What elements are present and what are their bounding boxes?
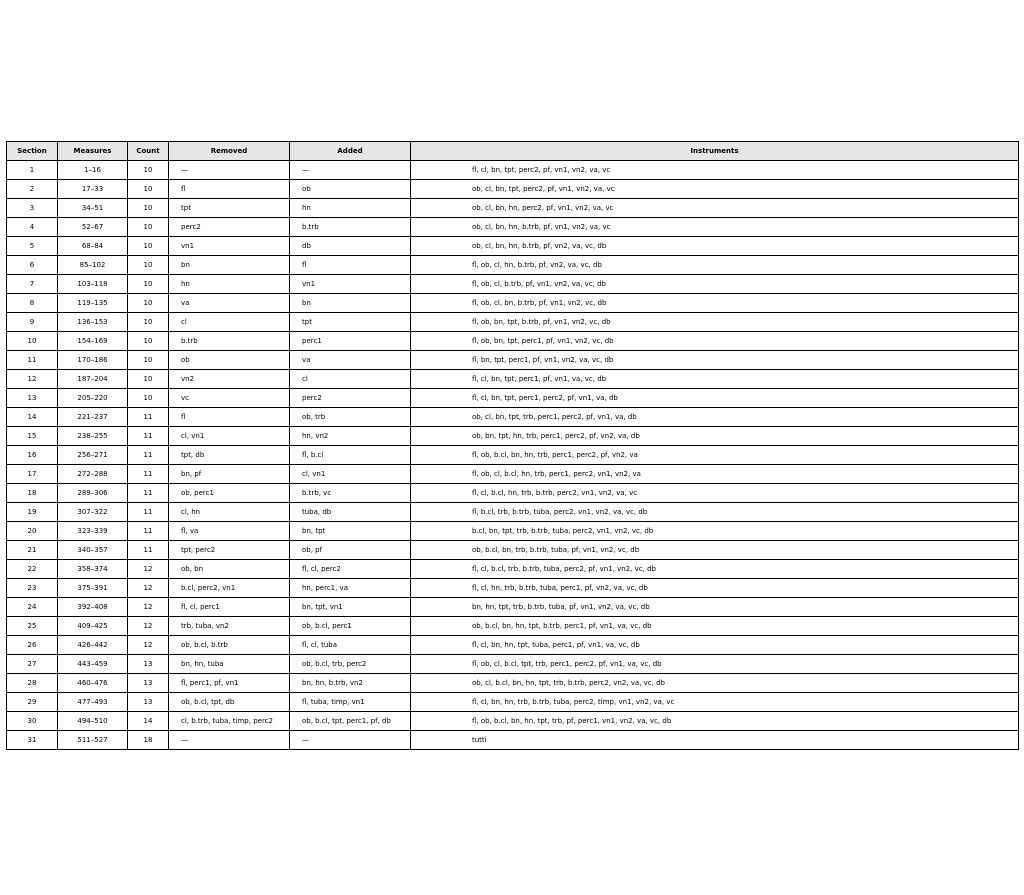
cell-section: 27	[7, 655, 58, 674]
cell-added: fl, tuba, timp, vn1	[290, 693, 411, 712]
cell-count: 11	[128, 522, 169, 541]
cell-removed: —	[169, 161, 290, 180]
table-row	[7, 598, 1019, 617]
cell-count: 10	[128, 161, 169, 180]
cell-measures: 392–408	[58, 598, 128, 617]
cell-measures: 307–322	[58, 503, 128, 522]
cell-removed: bn, hn, tuba	[169, 655, 290, 674]
cell-instruments: fl, cl, bn, tpt, perc2, pf, vn1, vn2, va, vc	[411, 161, 1019, 180]
cell-added: fl, cl, perc2	[290, 560, 411, 579]
cell-count: 12	[128, 617, 169, 636]
cell-instruments: fl, ob, cl, hn, b.trb, pf, vn2, va, vc, db	[411, 256, 1019, 275]
cell-removed: cl	[169, 313, 290, 332]
cell-removed: tpt, perc2	[169, 541, 290, 560]
cell-removed: vn1	[169, 237, 290, 256]
table-row	[7, 332, 1019, 351]
cell-count: 13	[128, 655, 169, 674]
cell-measures: 85–102	[58, 256, 128, 275]
cell-measures: 221–237	[58, 408, 128, 427]
cell-measures: 272–288	[58, 465, 128, 484]
cell-section: 17	[7, 465, 58, 484]
table-row	[7, 731, 1019, 750]
cell-count: 10	[128, 351, 169, 370]
cell-removed: va	[169, 294, 290, 313]
cell-section: 6	[7, 256, 58, 275]
cell-section: 10	[7, 332, 58, 351]
cell-added: tuba, db	[290, 503, 411, 522]
table-row	[7, 313, 1019, 332]
cell-removed: cl, vn1	[169, 427, 290, 446]
header-row	[7, 142, 1019, 161]
cell-measures: 358–374	[58, 560, 128, 579]
cell-added: perc2	[290, 389, 411, 408]
cell-instruments: ob, cl, bn, tpt, perc2, pf, vn1, vn2, va, vc	[411, 180, 1019, 199]
table-row	[7, 522, 1019, 541]
cell-section: 7	[7, 275, 58, 294]
cell-instruments: ob, cl, bn, tpt, trb, perc1, perc2, pf, vn1, va, db	[411, 408, 1019, 427]
table-row	[7, 218, 1019, 237]
cell-added: cl, vn1	[290, 465, 411, 484]
cell-added: ob	[290, 180, 411, 199]
cell-measures: 426–442	[58, 636, 128, 655]
table-row	[7, 199, 1019, 218]
cell-count: 10	[128, 332, 169, 351]
cell-measures: 136–153	[58, 313, 128, 332]
cell-removed: tpt	[169, 199, 290, 218]
cell-count: 10	[128, 199, 169, 218]
cell-measures: 1–16	[58, 161, 128, 180]
cell-instruments: b.cl, bn, tpt, trb, b.trb, tuba, perc2, vn1, vn2, vc, db	[411, 522, 1019, 541]
cell-instruments: ob, cl, b.cl, bn, hn, tpt, trb, b.trb, perc2, vn2, va, vc, db	[411, 674, 1019, 693]
table-row	[7, 503, 1019, 522]
cell-removed: perc2	[169, 218, 290, 237]
cell-count: 10	[128, 218, 169, 237]
cell-removed: tpt, db	[169, 446, 290, 465]
table-row	[7, 408, 1019, 427]
table-row	[7, 579, 1019, 598]
cell-removed: —	[169, 731, 290, 750]
cell-added: fl, b.cl	[290, 446, 411, 465]
cell-instruments: ob, b.cl, bn, trb, b.trb, tuba, pf, vn1, vn2, vc, db	[411, 541, 1019, 560]
header-measures: Measures	[58, 142, 128, 161]
table-row	[7, 389, 1019, 408]
cell-count: 14	[128, 712, 169, 731]
header-removed: Removed	[169, 142, 290, 161]
cell-instruments: fl, cl, b.cl, trb, b.trb, tuba, perc2, pf, vn1, vn2, vc, db	[411, 560, 1019, 579]
cell-section: 31	[7, 731, 58, 750]
cell-count: 11	[128, 541, 169, 560]
table-row	[7, 674, 1019, 693]
cell-count: 10	[128, 313, 169, 332]
cell-instruments: fl, ob, cl, b.trb, pf, vn1, vn2, va, vc, db	[411, 275, 1019, 294]
instrumentation-table	[6, 141, 1019, 750]
cell-instruments: fl, b.cl, trb, b.trb, tuba, perc2, vn1, vn2, va, vc, db	[411, 503, 1019, 522]
cell-instruments: fl, ob, bn, tpt, perc1, pf, vn1, vn2, vc, db	[411, 332, 1019, 351]
cell-section: 5	[7, 237, 58, 256]
cell-count: 11	[128, 408, 169, 427]
cell-measures: 17–33	[58, 180, 128, 199]
cell-removed: ob, b.cl, tpt, db	[169, 693, 290, 712]
cell-instruments: ob, b.cl, bn, hn, tpt, b.trb, perc1, pf, vn1, va, vc, db	[411, 617, 1019, 636]
header-added: Added	[290, 142, 411, 161]
cell-added: hn	[290, 199, 411, 218]
cell-section: 11	[7, 351, 58, 370]
cell-removed: fl, cl, perc1	[169, 598, 290, 617]
cell-added: ob, trb	[290, 408, 411, 427]
cell-added: bn, tpt	[290, 522, 411, 541]
cell-count: 11	[128, 465, 169, 484]
cell-removed: b.trb	[169, 332, 290, 351]
cell-count: 11	[128, 484, 169, 503]
cell-section: 26	[7, 636, 58, 655]
cell-measures: 187–204	[58, 370, 128, 389]
cell-instruments: fl, ob, cl, b.cl, tpt, trb, perc1, perc2, pf, vn1, va, vc, db	[411, 655, 1019, 674]
table-row	[7, 427, 1019, 446]
cell-added: perc1	[290, 332, 411, 351]
cell-instruments: bn, hn, tpt, trb, b.trb, tuba, pf, vn1, vn2, va, vc, db	[411, 598, 1019, 617]
cell-measures: 34–51	[58, 199, 128, 218]
cell-measures: 170–186	[58, 351, 128, 370]
cell-removed: ob, perc1	[169, 484, 290, 503]
cell-instruments: fl, cl, bn, tpt, perc1, perc2, pf, vn1, va, db	[411, 389, 1019, 408]
cell-added: fl	[290, 256, 411, 275]
cell-measures: 323–339	[58, 522, 128, 541]
cell-instruments: fl, cl, bn, tpt, perc1, pf, vn1, va, vc, db	[411, 370, 1019, 389]
cell-added: ob, pf	[290, 541, 411, 560]
cell-count: 10	[128, 256, 169, 275]
table-row	[7, 237, 1019, 256]
cell-added: ob, b.cl, perc1	[290, 617, 411, 636]
cell-measures: 68–84	[58, 237, 128, 256]
cell-measures: 443–459	[58, 655, 128, 674]
cell-section: 18	[7, 484, 58, 503]
cell-instruments: fl, cl, bn, hn, tpt, tuba, perc1, pf, vn1, va, vc, db	[411, 636, 1019, 655]
cell-removed: vn2	[169, 370, 290, 389]
cell-section: 13	[7, 389, 58, 408]
cell-count: 10	[128, 370, 169, 389]
table-row	[7, 636, 1019, 655]
table-row	[7, 712, 1019, 731]
cell-instruments: fl, ob, b.cl, bn, hn, trb, perc1, perc2, pf, vn2, va	[411, 446, 1019, 465]
cell-added: tpt	[290, 313, 411, 332]
cell-removed: fl	[169, 180, 290, 199]
cell-count: 12	[128, 636, 169, 655]
cell-measures: 256–271	[58, 446, 128, 465]
cell-instruments: fl, bn, tpt, perc1, pf, vn1, vn2, va, vc, db	[411, 351, 1019, 370]
cell-section: 25	[7, 617, 58, 636]
cell-count: 13	[128, 674, 169, 693]
cell-count: 11	[128, 446, 169, 465]
cell-measures: 52–67	[58, 218, 128, 237]
cell-instruments: ob, cl, bn, hn, b.trb, pf, vn2, va, vc, db	[411, 237, 1019, 256]
cell-section: 9	[7, 313, 58, 332]
cell-count: 10	[128, 294, 169, 313]
cell-measures: 154–169	[58, 332, 128, 351]
cell-section: 16	[7, 446, 58, 465]
cell-measures: 460–476	[58, 674, 128, 693]
cell-count: 10	[128, 237, 169, 256]
cell-measures: 205–220	[58, 389, 128, 408]
cell-added: —	[290, 161, 411, 180]
cell-added: —	[290, 731, 411, 750]
cell-added: cl	[290, 370, 411, 389]
cell-measures: 238–255	[58, 427, 128, 446]
cell-count: 10	[128, 389, 169, 408]
cell-measures: 494–510	[58, 712, 128, 731]
table-row	[7, 484, 1019, 503]
cell-removed: ob, bn	[169, 560, 290, 579]
cell-measures: 289–306	[58, 484, 128, 503]
table-row	[7, 161, 1019, 180]
cell-added: db	[290, 237, 411, 256]
cell-count: 12	[128, 598, 169, 617]
cell-measures: 477–493	[58, 693, 128, 712]
table-row	[7, 294, 1019, 313]
cell-removed: bn, pf	[169, 465, 290, 484]
cell-instruments: tutti	[411, 731, 1019, 750]
cell-count: 10	[128, 275, 169, 294]
cell-removed: fl, va	[169, 522, 290, 541]
table-row	[7, 370, 1019, 389]
cell-added: b.trb	[290, 218, 411, 237]
cell-added: ob, b.cl, tpt, perc1, pf, db	[290, 712, 411, 731]
cell-section: 28	[7, 674, 58, 693]
cell-instruments: fl, cl, b.cl, hn, trb, b.trb, perc2, vn1, vn2, va, vc	[411, 484, 1019, 503]
cell-count: 10	[128, 180, 169, 199]
cell-removed: fl, perc1, pf, vn1	[169, 674, 290, 693]
cell-count: 18	[128, 731, 169, 750]
cell-section: 23	[7, 579, 58, 598]
cell-section: 19	[7, 503, 58, 522]
cell-added: fl, cl, tuba	[290, 636, 411, 655]
cell-section: 12	[7, 370, 58, 389]
table-row	[7, 693, 1019, 712]
cell-measures: 511–527	[58, 731, 128, 750]
cell-section: 24	[7, 598, 58, 617]
table-row	[7, 465, 1019, 484]
cell-section: 15	[7, 427, 58, 446]
cell-removed: b.cl, perc2, vn1	[169, 579, 290, 598]
cell-instruments: fl, ob, b.cl, bn, hn, tpt, trb, pf, perc1, vn1, vn2, va, vc, db	[411, 712, 1019, 731]
cell-count: 12	[128, 560, 169, 579]
header-instruments: Instruments	[411, 142, 1019, 161]
cell-section: 8	[7, 294, 58, 313]
cell-instruments: fl, cl, bn, hn, trb, b.trb, tuba, perc2, timp, vn1, vn2, va, vc	[411, 693, 1019, 712]
cell-removed: ob	[169, 351, 290, 370]
cell-added: ob, b.cl, trb, perc2	[290, 655, 411, 674]
cell-section: 30	[7, 712, 58, 731]
cell-removed: cl, hn	[169, 503, 290, 522]
table-row	[7, 351, 1019, 370]
cell-count: 12	[128, 579, 169, 598]
cell-added: bn	[290, 294, 411, 313]
cell-measures: 340–357	[58, 541, 128, 560]
cell-section: 29	[7, 693, 58, 712]
cell-measures: 375–391	[58, 579, 128, 598]
cell-measures: 409–425	[58, 617, 128, 636]
table-row	[7, 541, 1019, 560]
cell-section: 21	[7, 541, 58, 560]
table-body	[7, 161, 1019, 750]
cell-instruments: ob, cl, bn, hn, perc2, pf, vn1, vn2, va, vc	[411, 199, 1019, 218]
table-row	[7, 180, 1019, 199]
table-row	[7, 617, 1019, 636]
cell-added: hn, vn2	[290, 427, 411, 446]
cell-removed: bn	[169, 256, 290, 275]
cell-section: 4	[7, 218, 58, 237]
cell-section: 14	[7, 408, 58, 427]
cell-section: 2	[7, 180, 58, 199]
cell-instruments: fl, cl, hn, trb, b.trb, tuba, perc1, pf, vn2, va, vc, db	[411, 579, 1019, 598]
cell-section: 3	[7, 199, 58, 218]
cell-instruments: ob, cl, bn, hn, b.trb, pf, vn1, vn2, va, vc	[411, 218, 1019, 237]
cell-instruments: fl, ob, cl, bn, b.trb, pf, vn1, vn2, vc, db	[411, 294, 1019, 313]
cell-added: bn, tpt, vn1	[290, 598, 411, 617]
cell-instruments: fl, ob, cl, b.cl, hn, trb, perc1, perc2, vn1, vn2, va	[411, 465, 1019, 484]
header-count: Count	[128, 142, 169, 161]
cell-added: va	[290, 351, 411, 370]
table-row	[7, 446, 1019, 465]
cell-added: vn1	[290, 275, 411, 294]
table-row	[7, 655, 1019, 674]
cell-section: 1	[7, 161, 58, 180]
cell-instruments: ob, bn, tpt, hn, trb, perc1, perc2, pf, vn2, va, db	[411, 427, 1019, 446]
table-row	[7, 256, 1019, 275]
cell-count: 11	[128, 503, 169, 522]
cell-removed: ob, b.cl, b.trb	[169, 636, 290, 655]
cell-section: 22	[7, 560, 58, 579]
cell-added: bn, hn, b.trb, vn2	[290, 674, 411, 693]
cell-section: 20	[7, 522, 58, 541]
table-row	[7, 560, 1019, 579]
cell-removed: cl, b.trb, tuba, timp, perc2	[169, 712, 290, 731]
cell-removed: fl	[169, 408, 290, 427]
cell-measures: 103–118	[58, 275, 128, 294]
cell-removed: trb, tuba, vn2	[169, 617, 290, 636]
cell-count: 13	[128, 693, 169, 712]
cell-added: b.trb, vc	[290, 484, 411, 503]
cell-count: 11	[128, 427, 169, 446]
header-section: Section	[7, 142, 58, 161]
cell-added: hn, perc1, va	[290, 579, 411, 598]
cell-instruments: fl, ob, bn, tpt, b.trb, pf, vn1, vn2, vc, db	[411, 313, 1019, 332]
cell-removed: vc	[169, 389, 290, 408]
cell-removed: hn	[169, 275, 290, 294]
cell-measures: 119–135	[58, 294, 128, 313]
table-row	[7, 275, 1019, 294]
